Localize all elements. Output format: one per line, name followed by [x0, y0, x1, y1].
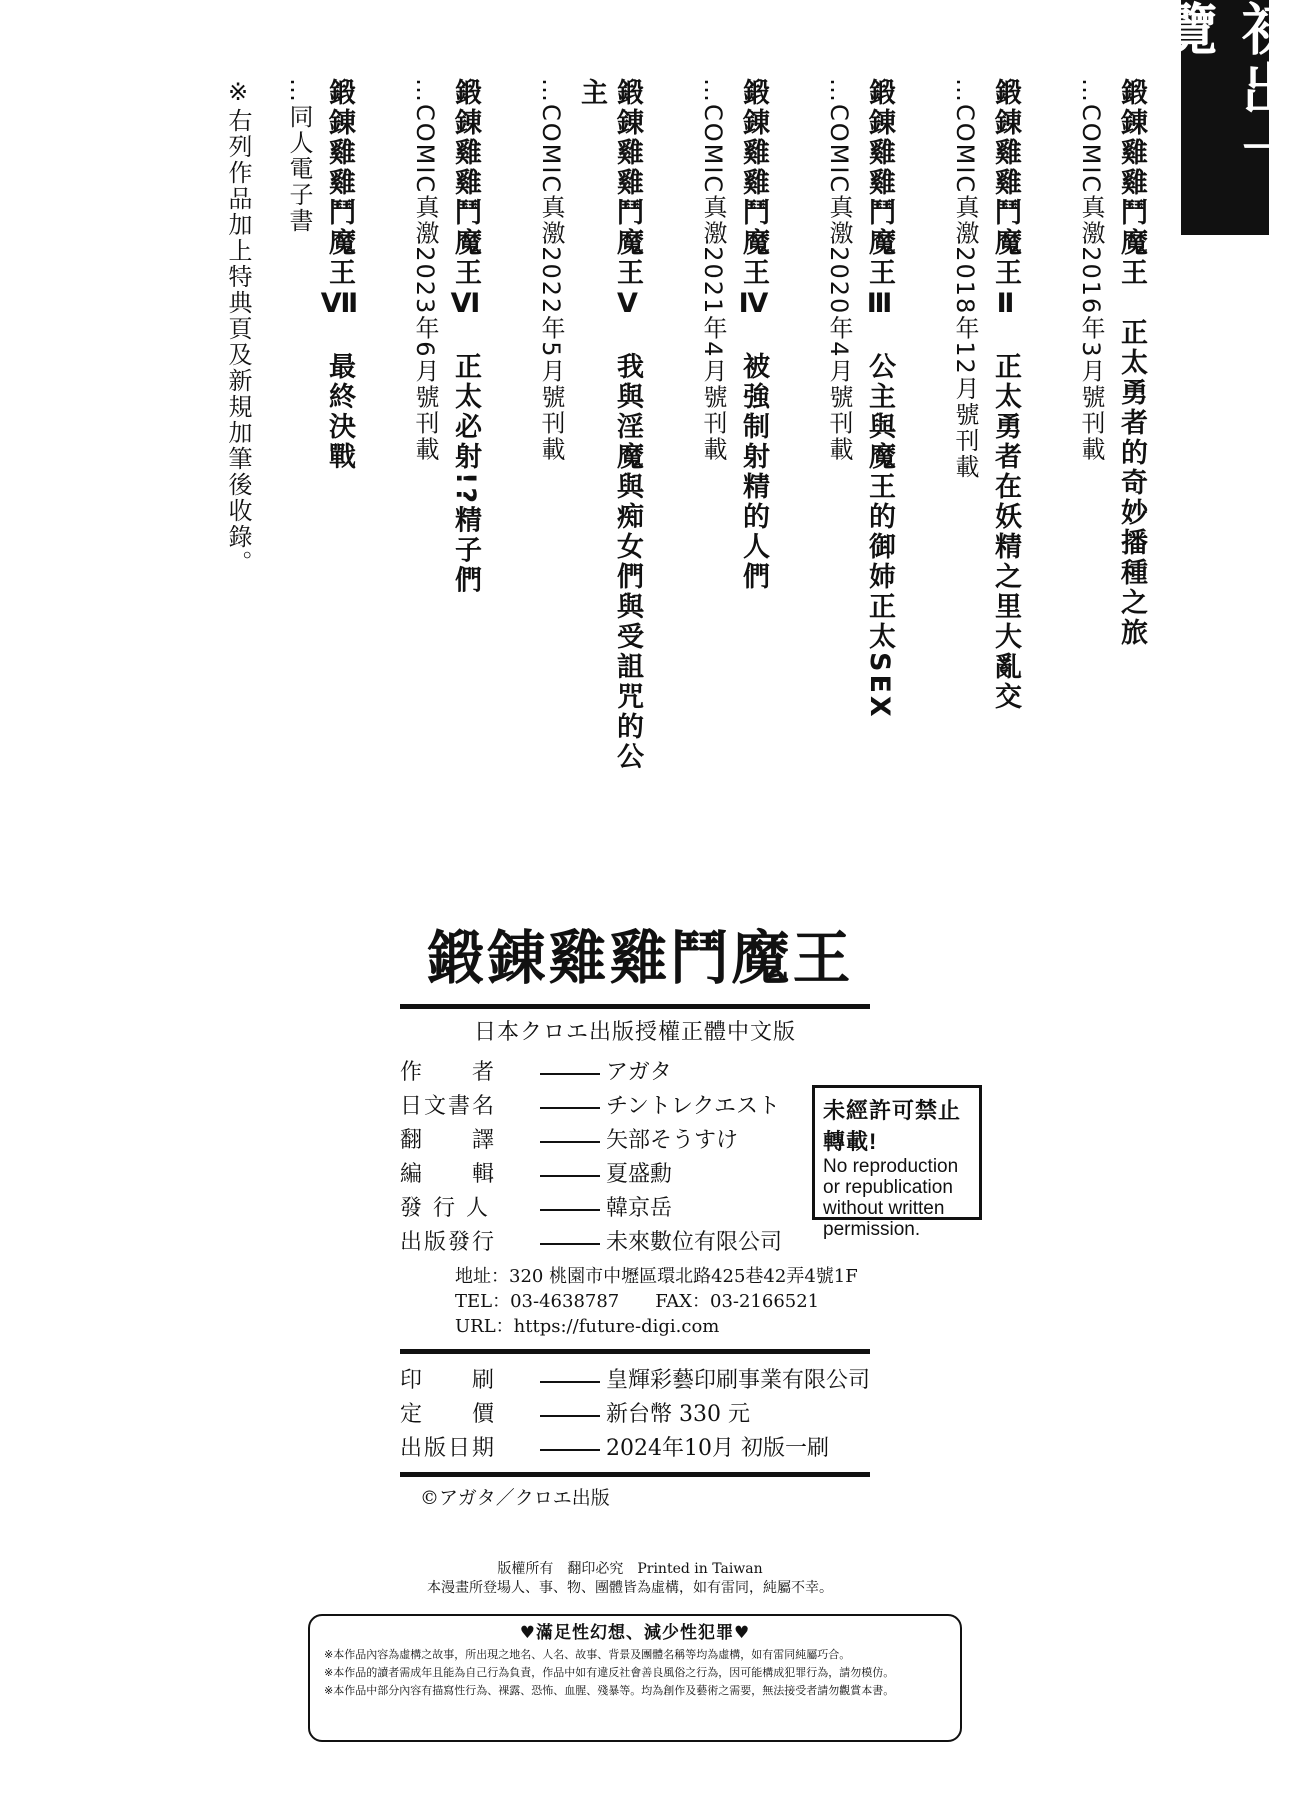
list-item	[409, 78, 483, 798]
entry-source: …COMIC真激2018年12月號刊載	[951, 78, 979, 480]
license-line: 日本クロエ出版授權正體中文版	[473, 1020, 796, 1045]
credit-row	[400, 1090, 880, 1124]
entry-source: …同人電子書	[285, 78, 313, 234]
divider	[540, 1124, 600, 1143]
collection-note: ※右列作品加上特典頁及新規加筆後收錄。	[224, 78, 252, 576]
credit-value: 夏盛勳	[606, 1162, 673, 1187]
entry-title: 鍛錬雞雞鬥魔王Ⅶ 最終決戰	[324, 78, 355, 472]
credit-label: 出版發行	[400, 1230, 497, 1255]
phone-row	[455, 1289, 880, 1314]
colophon	[400, 918, 880, 1510]
fax: FAX：03-2166521	[655, 1291, 820, 1312]
list-item	[283, 78, 357, 798]
entry-title: 鍛錬雞雞鬥魔王Ⅳ 被強制射精的人們	[738, 78, 769, 592]
credit-value: アガタ	[606, 1060, 672, 1085]
no-reproduction-box	[812, 1085, 982, 1240]
credit-value: チントレクエスト	[606, 1094, 781, 1119]
list-item	[535, 78, 645, 798]
divider	[400, 1472, 870, 1477]
rights-statement	[390, 1560, 870, 1598]
credits	[400, 1056, 880, 1260]
list-item	[697, 78, 771, 798]
notice-line: ※本作品的讀者需成年且能為自己行為負責，作品中如有違反社會善良風俗之行為，因可能構成犯罪行為，請勿模仿。	[324, 1666, 895, 1679]
first-appearance-tab: 初出一覽	[1181, 0, 1269, 235]
print-row	[400, 1432, 880, 1466]
divider	[540, 1432, 600, 1451]
entry-source: …COMIC真激2023年6月號刊載	[411, 78, 439, 463]
divider	[540, 1364, 600, 1383]
divider	[540, 1158, 600, 1177]
entry-title: 鍛錬雞雞鬥魔王Ⅵ 正太必射!?精子們	[450, 78, 481, 596]
credit-value: 韓京岳	[606, 1196, 673, 1221]
publisher-contact	[455, 1264, 880, 1339]
notice-line: ※本作品中部分內容有描寫性行為、裸露、恐怖、血腥、殘暴等。均為創作及藝術之需要，無法接受者請勿觀賞本書。	[324, 1684, 895, 1697]
print-row	[400, 1364, 880, 1398]
content-notice	[308, 1614, 962, 1742]
divider	[540, 1192, 600, 1211]
credit-row	[400, 1226, 880, 1260]
notice-heading: ♥滿足性幻想、減少性犯罪♥	[519, 1623, 751, 1643]
divider	[400, 1349, 870, 1354]
credit-row	[400, 1192, 880, 1226]
credit-label: 翻 譯	[400, 1128, 497, 1153]
entry-title: 鍛錬雞雞鬥魔王Ⅱ 正太勇者在妖精之里大亂交	[990, 78, 1021, 712]
divider	[540, 1056, 600, 1075]
print-value: 新台幣 330 元	[606, 1402, 750, 1427]
entry-source: …COMIC真激2021年4月號刊載	[699, 78, 727, 463]
entry-title: 鍛錬雞雞鬥魔王 正太勇者的奇妙播種之旅	[1116, 78, 1147, 648]
print-info	[400, 1364, 880, 1466]
entry-title: 鍛錬雞雞鬥魔王Ⅲ 公主與魔王的御姉正太SEX	[864, 78, 895, 720]
divider	[400, 1004, 870, 1009]
address: 地址：320 桃園市中壢區環北路425巷42弄4號1F	[455, 1266, 858, 1287]
list-item	[823, 78, 897, 798]
warning-zh: 未經許可禁止轉載!	[823, 1098, 962, 1154]
rights-line: 本漫畫所登場人、事、物、團體皆為虛構，如有雷同，純屬不幸。	[427, 1580, 833, 1596]
credit-value: 矢部そうすけ	[606, 1128, 739, 1153]
website: URL：https://future-digi.com	[455, 1316, 720, 1337]
copyright: ©アガタ／クロエ出版	[420, 1487, 610, 1509]
credit-label: 發 行 人	[400, 1196, 490, 1221]
list-item	[949, 78, 1023, 798]
entry-source: …COMIC真激2022年5月號刊載	[537, 78, 565, 463]
rights-line: 版權所有 翻印必究 Printed in Taiwan	[497, 1561, 763, 1577]
credit-row	[400, 1056, 880, 1090]
print-label: 印 刷	[400, 1368, 497, 1393]
credit-label: 日文書名	[400, 1094, 497, 1119]
notice-line: ※本作品內容為虛構之故事，所出現之地名、人名、故事、背景及團體名稱等均為虛構，如有雷同純屬巧合。	[324, 1648, 851, 1661]
warning-en: No reproduction or republication without written permission.	[823, 1156, 959, 1240]
print-label: 定 價	[400, 1402, 497, 1427]
credit-row	[400, 1124, 880, 1158]
credit-label: 作 者	[400, 1060, 497, 1085]
divider	[540, 1226, 600, 1245]
list-item	[1075, 78, 1149, 798]
print-row	[400, 1398, 880, 1432]
publication-list	[231, 78, 1149, 798]
entry-title: 鍛錬雞雞鬥魔王Ⅴ 我與淫魔與痴女們與受詛咒的公主	[576, 78, 643, 772]
credit-row	[400, 1158, 880, 1192]
divider	[540, 1090, 600, 1109]
print-value: 皇輝彩藝印刷事業有限公司	[606, 1368, 871, 1393]
credit-value: 未來數位有限公司	[606, 1230, 783, 1255]
print-label: 出版日期	[400, 1436, 497, 1461]
entry-source: …COMIC真激2020年4月號刊載	[825, 78, 853, 463]
phone: TEL：03-4638787	[455, 1291, 620, 1312]
divider	[540, 1398, 600, 1417]
credit-label: 編 輯	[400, 1162, 497, 1187]
book-title: 鍛錬雞雞鬥魔王	[426, 924, 854, 992]
print-value: 2024年10月 初版一刷	[606, 1436, 829, 1461]
entry-source: …COMIC真激2016年3月號刊載	[1077, 78, 1105, 463]
